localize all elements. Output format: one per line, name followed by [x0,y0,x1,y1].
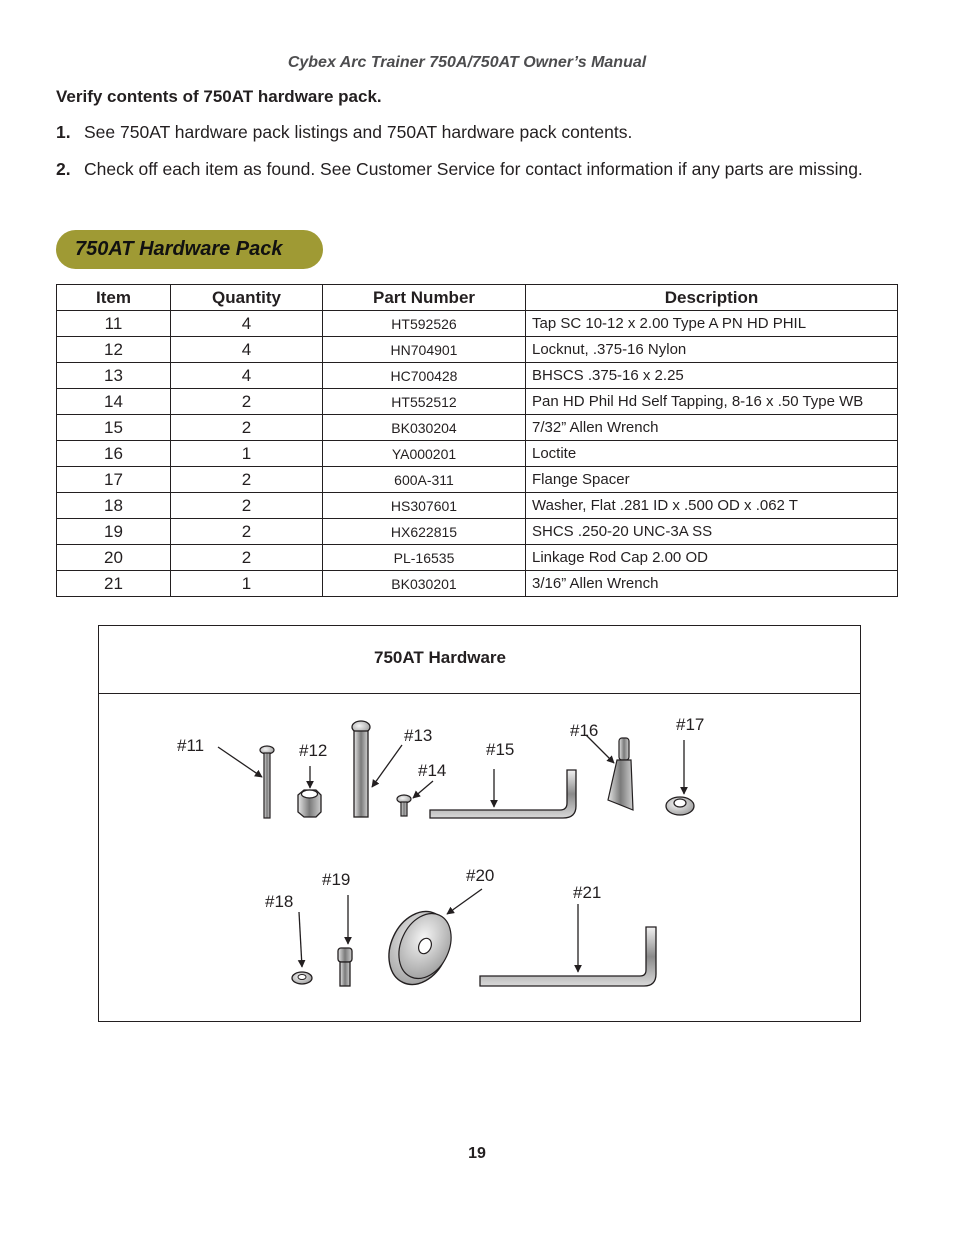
cell-quantity: 4 [171,363,323,389]
column-header-quantity: Quantity [171,285,323,311]
part-label-14: #14 [418,761,447,780]
cell-quantity: 2 [171,545,323,571]
step-number: 1. [56,122,71,142]
cell-part-number: HS307601 [323,493,526,519]
part-label-21: #21 [573,883,602,902]
cell-item: 17 [57,467,171,493]
cell-description: 7/32” Allen Wrench [526,415,898,441]
part-label-20: #20 [466,866,495,885]
cell-part-number: YA000201 [323,441,526,467]
column-header-part-number: Part Number [323,285,526,311]
cell-item: 20 [57,545,171,571]
cell-description: Pan HD Phil Hd Self Tapping, 8-16 x .50 Type WB [526,389,898,415]
part-17-flange-spacer-drawing [666,740,694,815]
page-number: 19 [468,1145,486,1162]
cell-description: SHCS .250-20 UNC-3A SS [526,519,898,545]
cell-part-number: HN704901 [323,337,526,363]
cell-quantity: 4 [171,337,323,363]
part-15-allen-wrench-drawing [430,769,576,818]
part-14-screw-drawing [397,781,433,816]
part-13-bolt-drawing [352,721,402,817]
cell-description: Tap SC 10-12 x 2.00 Type A PN HD PHIL [526,311,898,337]
step-text: See 750AT hardware pack listings and 750AT hardware pack contents. [84,122,633,142]
cell-description: BHSCS .375-16 x 2.25 [526,363,898,389]
cell-quantity: 1 [171,441,323,467]
part-12-locknut-drawing [298,766,321,817]
part-label-19: #19 [322,870,351,889]
cell-description: 3/16” Allen Wrench [526,571,898,597]
part-label-15: #15 [486,740,515,759]
cell-quantity: 2 [171,493,323,519]
cell-quantity: 1 [171,571,323,597]
cell-quantity: 2 [171,519,323,545]
step-text: Check off each item as found. See Customer Service for contact information if any parts are missing. [84,159,863,179]
intro-heading: Verify contents of 750AT hardware pack. [56,87,382,106]
cell-description: Flange Spacer [526,467,898,493]
cell-part-number: BK030204 [323,415,526,441]
cell-item: 19 [57,519,171,545]
manual-header: Cybex Arc Trainer 750A/750AT Owner’s Manual [287,54,647,71]
cell-part-number: 600A-311 [323,467,526,493]
cell-item: 13 [57,363,171,389]
cell-part-number: HC700428 [323,363,526,389]
cell-description: Loctite [526,441,898,467]
part-label-18: #18 [265,892,294,911]
part-label-17: #17 [676,715,705,734]
part-label-13: #13 [404,726,433,745]
cell-item: 15 [57,415,171,441]
cell-item: 16 [57,441,171,467]
cell-item: 14 [57,389,171,415]
cell-quantity: 2 [171,389,323,415]
cell-quantity: 4 [171,311,323,337]
part-16-loctite-drawing [586,735,633,810]
part-11-screw-drawing [218,746,274,818]
part-label-16: #16 [570,721,599,740]
cell-part-number: BK030201 [323,571,526,597]
cell-quantity: 2 [171,467,323,493]
cell-part-number: HT592526 [323,311,526,337]
hardware-figure-title: 750AT Hardware [374,648,506,667]
cell-item: 12 [57,337,171,363]
part-18-washer-drawing [292,912,312,984]
cell-part-number: PL-16535 [323,545,526,571]
step-number: 2. [56,159,71,179]
part-19-screw-drawing [338,895,352,986]
cell-description: Washer, Flat .281 ID x .500 OD x .062 T [526,493,898,519]
cell-quantity: 2 [171,415,323,441]
cell-description: Linkage Rod Cap 2.00 OD [526,545,898,571]
section-title: 750AT Hardware Pack [56,230,323,269]
cell-item: 11 [57,311,171,337]
cell-item: 18 [57,493,171,519]
cell-part-number: HT552512 [323,389,526,415]
cell-item: 21 [57,571,171,597]
part-label-11: #11 [177,736,205,755]
column-header-item: Item [57,285,171,311]
part-21-allen-wrench-drawing [480,904,656,986]
part-label-12: #12 [299,741,328,760]
cell-part-number: HX622815 [323,519,526,545]
part-20-rod-cap-drawing [378,889,482,994]
cell-description: Locknut, .375-16 Nylon [526,337,898,363]
column-header-description: Description [526,285,898,311]
